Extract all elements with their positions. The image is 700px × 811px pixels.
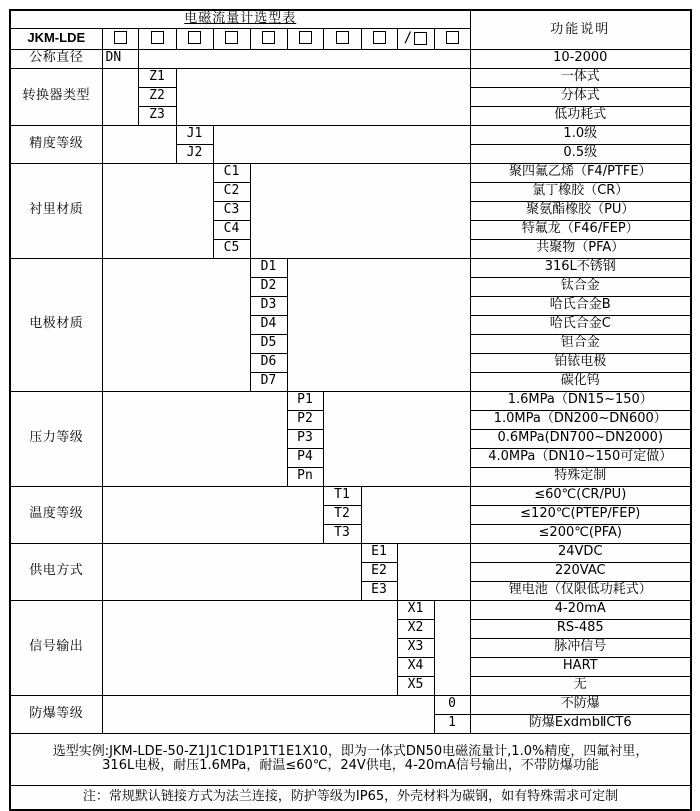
code-cell-T2: T2 [323,505,361,524]
checkbox-icon [225,31,238,44]
description-DN: 10-2000 [470,49,691,68]
code-cell-X5: X5 [397,676,434,695]
code-cell-C3: C3 [213,201,250,220]
code-cell-T1: T1 [323,486,361,505]
code-cell-X1: X1 [397,600,434,619]
spacer-right-pressure-class [323,391,470,486]
code-cell-0: 0 [434,695,470,714]
spacer-left-signal-output [102,600,397,695]
selection-example [10,733,691,785]
category-explosion-proof-class: 防爆等级 [10,695,102,733]
spacer-right-converter-type [176,68,470,125]
spacer-right-temperature-class [361,486,470,543]
category-temperature-class: 温度等级 [10,486,102,543]
description-E3: 锂电池（仅限低功耗式） [470,581,691,600]
checkbox-icon [114,31,127,44]
spacer-left-lining-material [102,163,213,258]
code-cell-P4: P4 [287,448,323,467]
category-accuracy-class: 精度等级 [10,125,102,163]
code-cell-Pn: Pn [287,467,323,486]
description-D1: 316L不锈钢 [470,258,691,277]
spacer-left-power-supply [102,543,361,600]
checkbox-icon [336,31,349,44]
spacer-right-diameter [138,49,470,68]
checkbox-icon [262,31,275,44]
description-C2: 氯丁橡胶（CR） [470,182,691,201]
checkbox-icon [373,31,386,44]
model-code-slot-3 [176,28,213,49]
description-X1: 4-20mA [470,600,691,619]
description-T3: ≤200℃(PFA) [470,524,691,543]
spacer-left-explosion-proof-class [102,695,434,733]
spacer-right-power-supply [397,543,470,600]
model-code-slot-5 [250,28,287,49]
code-cell-Z2: Z2 [138,87,176,106]
description-D4: 哈氏合金C [470,315,691,334]
code-cell-D4: D4 [250,315,287,334]
code-cell-C2: C2 [213,182,250,201]
spacer-left-converter-type [102,68,138,125]
description-P2: 1.0MPa（DN200~DN600） [470,410,691,429]
code-cell-P2: P2 [287,410,323,429]
description-Z1: 一体式 [470,68,691,87]
code-cell-T3: T3 [323,524,361,543]
code-cell-X3: X3 [397,638,434,657]
spacer-left-temperature-class [102,486,323,543]
description-1: 防爆ExdmbⅡCT6 [470,714,691,733]
checkbox-icon [151,31,164,44]
code-cell-Z1: Z1 [138,68,176,87]
checkbox-icon [414,32,427,45]
description-D6: 铂铱电极 [470,353,691,372]
description-Pn: 特殊定制 [470,467,691,486]
checkbox-icon [299,31,312,44]
selection-table [9,9,692,811]
description-D3: 哈氏合金B [470,296,691,315]
spacer-right-signal-output [434,600,470,695]
model-code-slot-6 [287,28,323,49]
description-J2: 0.5级 [470,144,691,163]
code-cell-D5: D5 [250,334,287,353]
description-E2: 220VAC [470,562,691,581]
example-line-1: 选型实例:JKM-LDE-50-Z1J1C1D1P1T1E1X10，即为一体式DN50电磁流量计,1.0%精度，四氟衬里， [52,743,649,759]
function-column-header: 功能说明 [470,10,691,49]
code-cell-DN: DN [102,49,138,68]
description-X5: 无 [470,676,691,695]
model-code-slot-9 [397,28,434,49]
note-text: 注：常规默认链接方式为法兰连接，防护等级为IP65，外壳材料为碳钢，如有特殊需求可定制 [10,785,691,810]
code-cell-J2: J2 [176,144,213,163]
description-Z2: 分体式 [470,87,691,106]
code-cell-D6: D6 [250,353,287,372]
description-D5: 钽合金 [470,334,691,353]
model-code-slot-7 [323,28,361,49]
checkbox-icon [446,31,459,44]
model-code-slot-8 [361,28,397,49]
description-P1: 1.6MPa（DN15~150） [470,391,691,410]
slash-separator: / [403,29,413,46]
description-D2: 钛合金 [470,277,691,296]
code-cell-E2: E2 [361,562,397,581]
category-lining-material: 衬里材质 [10,163,102,258]
description-C1: 聚四氟乙烯（F4/PTFE） [470,163,691,182]
description-X3: 脉冲信号 [470,638,691,657]
code-cell-D1: D1 [250,258,287,277]
code-cell-P3: P3 [287,429,323,448]
description-T1: ≤60℃(CR/PU) [470,486,691,505]
code-cell-1: 1 [434,714,470,733]
code-cell-C5: C5 [213,239,250,258]
category-converter-type: 转换器类型 [10,68,102,125]
category-power-supply: 供电方式 [10,543,102,600]
code-cell-Z3: Z3 [138,106,176,125]
spacer-left-electrode-material [102,258,250,391]
code-cell-E3: E3 [361,581,397,600]
code-cell-J1: J1 [176,125,213,144]
model-code-slot-10 [434,28,470,49]
description-T2: ≤120℃(PTEP/FEP) [470,505,691,524]
code-cell-P1: P1 [287,391,323,410]
category-pressure-class: 压力等级 [10,391,102,486]
code-cell-C1: C1 [213,163,250,182]
category-electrode-material: 电极材质 [10,258,102,391]
code-cell-D7: D7 [250,372,287,391]
description-E1: 24VDC [470,543,691,562]
spacer-left-pressure-class [102,391,287,486]
description-C5: 共聚物（PFA） [470,239,691,258]
spacer-right-lining-material [250,163,470,258]
description-J1: 1.0级 [470,125,691,144]
spacer-right-electrode-material [287,258,470,391]
description-X2: RS-485 [470,619,691,638]
code-cell-D2: D2 [250,277,287,296]
description-C4: 特氟龙（F46/FEP） [470,220,691,239]
table-title: 电磁流量计选型表 [10,10,470,28]
description-0: 不防爆 [470,695,691,714]
description-Z3: 低功耗式 [470,106,691,125]
description-P4: 4.0MPa（DN10~150可定做） [470,448,691,467]
spacer-left-accuracy-class [102,125,176,163]
description-C3: 聚氨酯橡胶（PU） [470,201,691,220]
spacer-right-accuracy-class [213,125,470,163]
code-cell-E1: E1 [361,543,397,562]
model-code-slot-4 [213,28,250,49]
description-X4: HART [470,657,691,676]
code-cell-X4: X4 [397,657,434,676]
code-cell-X2: X2 [397,619,434,638]
code-cell-C4: C4 [213,220,250,239]
model-code-slot-1 [102,28,138,49]
description-D7: 碳化钨 [470,372,691,391]
category-signal-output: 信号输出 [10,600,102,695]
category-diameter: 公称直径 [10,49,102,68]
description-P3: 0.6MPa(DN700~DN2000) [470,429,691,448]
code-cell-D3: D3 [250,296,287,315]
checkbox-icon [188,31,201,44]
model-prefix: JKM-LDE [10,28,102,49]
example-line-2: 316L电极，耐压1.6MPa，耐温≤60℃，24V供电，4-20mA信号输出，不带防爆功能 [102,758,599,773]
model-code-slot-2 [138,28,176,49]
